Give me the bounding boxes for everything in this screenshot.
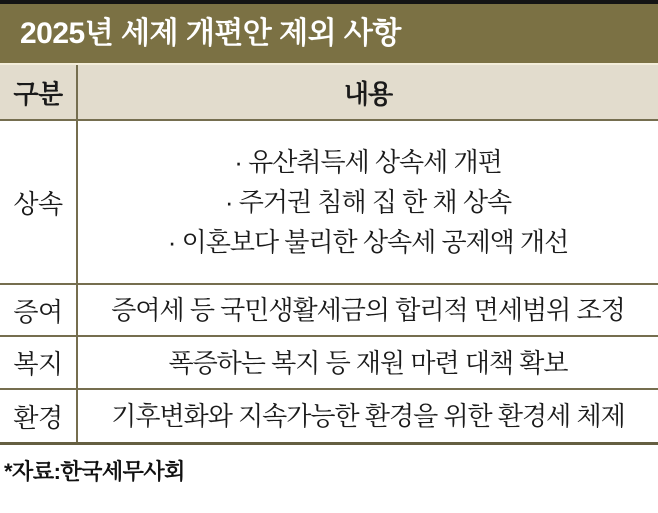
row-content-cell xyxy=(78,390,658,442)
column-header-category: 구분 xyxy=(0,65,78,119)
table-row-gift xyxy=(0,285,658,337)
row-content-text: 증여세 등 국민생활세금의 합리적 면세범위 조정 xyxy=(111,295,625,325)
row-category-label: 복지 xyxy=(0,337,78,388)
row-content-text: 기후변화와 지속가능한 환경을 위한 환경세 체제 xyxy=(111,401,625,431)
row-content-cell xyxy=(78,337,658,388)
row-content-text: 폭증하는 복지 등 재원 마련 대책 확보 xyxy=(168,347,568,378)
bullet-item: · 이혼보다 불리한 상속세 공제액 개선 xyxy=(167,227,569,257)
table-row-welfare xyxy=(0,337,658,390)
source-attribution: *자료:한국세무사회 xyxy=(4,459,185,484)
page-title: 2025년 세제 개편안 제외 사항 xyxy=(20,16,401,50)
table-row-environment xyxy=(0,390,658,442)
footer xyxy=(0,445,658,486)
table-header-row xyxy=(0,65,658,121)
title-band xyxy=(0,4,658,65)
row-category-label: 증여 xyxy=(0,285,78,335)
row-content-cell xyxy=(78,285,658,335)
row-content-cell xyxy=(78,121,658,283)
exclusions-table xyxy=(0,65,658,445)
bullet-item: · 주거권 침해 집 한 채 상속 xyxy=(224,187,512,217)
bullet-item: · 유산취득세 상속세 개편 xyxy=(234,147,502,177)
row-category-label: 상속 xyxy=(0,121,78,283)
row-category-label: 환경 xyxy=(0,390,78,442)
table-row-inheritance xyxy=(0,121,658,285)
column-header-content: 내용 xyxy=(343,78,393,109)
